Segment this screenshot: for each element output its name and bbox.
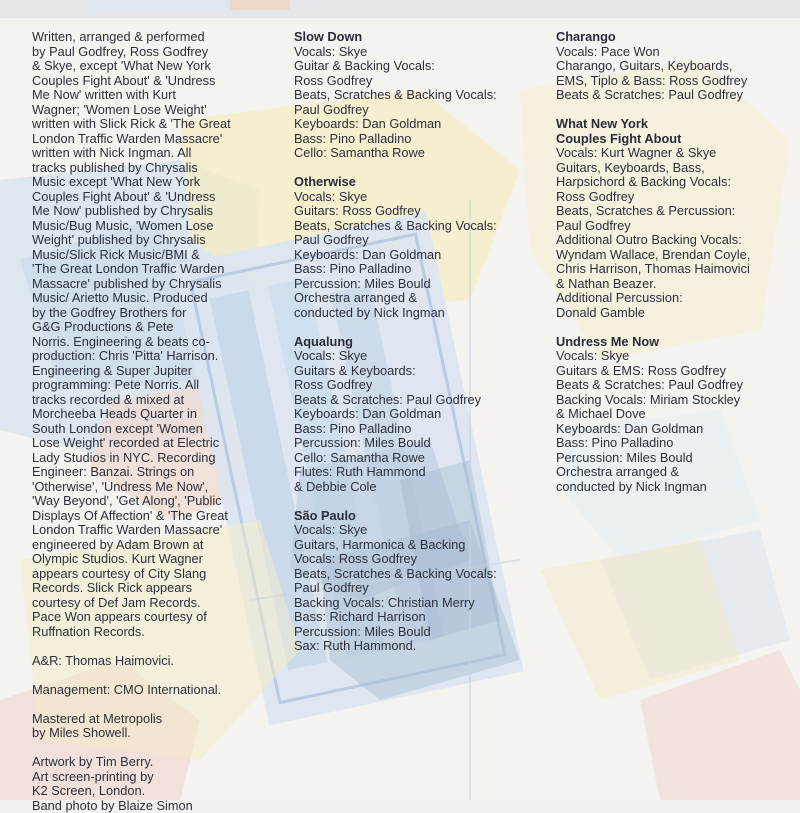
- credits-line: Massacre' published by Chrysalis: [32, 277, 272, 292]
- credits-line: Mastered at Metropolis: [32, 712, 272, 727]
- credit-line: Charango, Guitars, Keyboards,: [556, 59, 796, 74]
- track-credit-otherwise: [294, 175, 534, 320]
- credit-line: Vocals: Skye: [294, 349, 534, 364]
- track-credit-charango: [556, 30, 796, 103]
- credit-line: Cello: Samantha Rowe: [294, 451, 534, 466]
- credits-line: London Traffic Warden Massacre': [32, 523, 272, 538]
- track-credit-slow-down: [294, 30, 534, 161]
- credits-line: Music/Bug Music, 'Women Lose: [32, 219, 272, 234]
- credit-line: Sax: Ruth Hammond.: [294, 639, 534, 654]
- track-credits-column-3: [556, 30, 796, 509]
- credits-line: by Miles Showell.: [32, 726, 272, 741]
- credit-line: Ross Godfrey: [294, 378, 534, 393]
- credit-line: Bass: Pino Palladino: [556, 436, 796, 451]
- credit-line: Vocals: Skye: [294, 190, 534, 205]
- credits-line: Morcheeba Heads Quarter in: [32, 407, 272, 422]
- credits-line: Written, arranged & performed: [32, 30, 272, 45]
- credit-line: Ross Godfrey: [294, 74, 534, 89]
- credit-line: Donald Gamble: [556, 306, 796, 321]
- mastering-credit: [32, 712, 272, 741]
- credit-line: Orchestra arranged &: [556, 465, 796, 480]
- credits-line: 'Otherwise', 'Undress Me Now',: [32, 480, 272, 495]
- credit-line: Percussion: Miles Bould: [294, 277, 534, 292]
- track-credit-aqualung: [294, 335, 534, 495]
- credits-intro-paragraph: [32, 30, 272, 639]
- credits-line: Me Now' written with Kurt: [32, 88, 272, 103]
- credits-line: programming: Pete Norris. All: [32, 378, 272, 393]
- credit-line: Keyboards: Dan Goldman: [556, 422, 796, 437]
- credit-line: Harpsichord & Backing Vocals:: [556, 175, 796, 190]
- credits-line: Norris. Engineering & beats co-: [32, 335, 272, 350]
- track-title-continued: Couples Fight About: [556, 132, 796, 147]
- credits-line: Lady Studios in NYC. Recording: [32, 451, 272, 466]
- credit-line: Backing Vocals: Christian Merry: [294, 596, 534, 611]
- credit-line: Bass: Richard Harrison: [294, 610, 534, 625]
- track-title: São Paulo: [294, 509, 534, 524]
- credit-line: & Michael Dove: [556, 407, 796, 422]
- credits-line: London Traffic Warden Massacre': [32, 132, 272, 147]
- credit-line: & Debbie Cole: [294, 480, 534, 495]
- credit-line: Additional Outro Backing Vocals:: [556, 233, 796, 248]
- credit-line: Bass: Pino Palladino: [294, 262, 534, 277]
- credits-line: Weight' published by Chrysalis: [32, 233, 272, 248]
- track-credit-sao-paulo: [294, 509, 534, 654]
- credit-line: Vocals: Skye: [294, 523, 534, 538]
- credits-line: production: Chris 'Pitta' Harrison.: [32, 349, 272, 364]
- credit-line: Vocals: Pace Won: [556, 45, 796, 60]
- track-title: What New York: [556, 117, 796, 132]
- credits-line: Couples Fight About' & 'Undress: [32, 74, 272, 89]
- credits-line: engineered by Adam Brown at: [32, 538, 272, 553]
- credit-line: Beats, Scratches & Backing Vocals:: [294, 219, 534, 234]
- credit-line: Beats, Scratches & Backing Vocals:: [294, 567, 534, 582]
- credit-line: Beats, Scratches & Percussion:: [556, 204, 796, 219]
- credits-line: Couples Fight About' & 'Undress: [32, 190, 272, 205]
- credits-line: Me Now' published by Chrysalis: [32, 204, 272, 219]
- credits-line: appears courtesy of City Slang: [32, 567, 272, 582]
- credit-line: Paul Godfrey: [294, 103, 534, 118]
- credits-line: Band photo by Blaize Simon: [32, 799, 272, 813]
- credit-line: Percussion: Miles Bould: [294, 625, 534, 640]
- credit-line: Wyndam Wallace, Brendan Coyle,: [556, 248, 796, 263]
- credit-line: Vocals: Skye: [294, 45, 534, 60]
- credits-line: Ruffnation Records.: [32, 625, 272, 640]
- credits-line: written with Slick Rick & 'The Great: [32, 117, 272, 132]
- credits-line: South London except 'Women: [32, 422, 272, 437]
- credit-line: Vocals: Skye: [556, 349, 796, 364]
- credit-line: Beats & Scratches: Paul Godfrey: [556, 88, 796, 103]
- credit-line: Vocals: Kurt Wagner & Skye: [556, 146, 796, 161]
- track-credit-undress-me-now: [556, 335, 796, 495]
- credit-line: Keyboards: Dan Goldman: [294, 407, 534, 422]
- credits-line: Music/Slick Rick Music/BMI &: [32, 248, 272, 263]
- credit-line: Guitars: Ross Godfrey: [294, 204, 534, 219]
- credits-line: Engineer: Banzai. Strings on: [32, 465, 272, 480]
- credits-line: by the Godfrey Brothers for: [32, 306, 272, 321]
- credit-line: Keyboards: Dan Goldman: [294, 248, 534, 263]
- credit-line: Guitars & EMS: Ross Godfrey: [556, 364, 796, 379]
- credit-line: Cello: Samantha Rowe: [294, 146, 534, 161]
- credits-line: Art screen-printing by: [32, 770, 272, 785]
- credit-line: Flutes: Ruth Hammond: [294, 465, 534, 480]
- credit-line: Guitars & Keyboards:: [294, 364, 534, 379]
- credits-line: & Skye, except 'What New York: [32, 59, 272, 74]
- credit-line: Paul Godfrey: [294, 581, 534, 596]
- track-title: Slow Down: [294, 30, 534, 45]
- credit-line: Bass: Pino Palladino: [294, 422, 534, 437]
- credit-line: Guitar & Backing Vocals:: [294, 59, 534, 74]
- credit-line: Keyboards: Dan Goldman: [294, 117, 534, 132]
- credits-line: Lose Weight' recorded at Electric: [32, 436, 272, 451]
- track-title: Undress Me Now: [556, 335, 796, 350]
- credit-line: Backing Vocals: Miriam Stockley: [556, 393, 796, 408]
- artwork-credit: [32, 755, 272, 813]
- management-credit: Management: CMO International.: [32, 683, 272, 698]
- credits-line: courtesy of Def Jam Records.: [32, 596, 272, 611]
- credit-line: & Nathan Beazer.: [556, 277, 796, 292]
- credit-line: EMS, Tiplo & Bass: Ross Godfrey: [556, 74, 796, 89]
- track-title: Otherwise: [294, 175, 534, 190]
- general-credits-column: [32, 30, 272, 813]
- credit-line: Guitars, Harmonica & Backing: [294, 538, 534, 553]
- credits-line: 'The Great London Traffic Warden: [32, 262, 272, 277]
- credit-line: Beats, Scratches & Backing Vocals:: [294, 88, 534, 103]
- credit-line: Chris Harrison, Thomas Haimovici: [556, 262, 796, 277]
- credits-line: 'Way Beyond', 'Get Along', 'Public: [32, 494, 272, 509]
- track-title: Aqualung: [294, 335, 534, 350]
- credits-line: Displays Of Affection' & 'The Great: [32, 509, 272, 524]
- credits-line: G&G Productions & Pete: [32, 320, 272, 335]
- credits-line: Engineering & Super Jupiter: [32, 364, 272, 379]
- credit-line: conducted by Nick Ingman: [556, 480, 796, 495]
- credits-line: by Paul Godfrey, Ross Godfrey: [32, 45, 272, 60]
- credits-line: Music/ Arietto Music. Produced: [32, 291, 272, 306]
- credit-line: Vocals: Ross Godfrey: [294, 552, 534, 567]
- track-title: Charango: [556, 30, 796, 45]
- credits-line: Artwork by Tim Berry.: [32, 755, 272, 770]
- credit-line: Additional Percussion:: [556, 291, 796, 306]
- credit-line: Beats & Scratches: Paul Godfrey: [294, 393, 534, 408]
- credit-line: Paul Godfrey: [294, 233, 534, 248]
- credit-line: Percussion: Miles Bould: [556, 451, 796, 466]
- credit-line: Guitars, Keyboards, Bass,: [556, 161, 796, 176]
- credit-line: Bass: Pino Palladino: [294, 132, 534, 147]
- credits-line: K2 Screen, London.: [32, 784, 272, 799]
- credits-line: Olympic Studios. Kurt Wagner: [32, 552, 272, 567]
- credits-line: written with Nick Ingman. All: [32, 146, 272, 161]
- credits-line: tracks recorded & mixed at: [32, 393, 272, 408]
- credit-line: Paul Godfrey: [556, 219, 796, 234]
- ar-credit: A&R: Thomas Haimovici.: [32, 654, 272, 669]
- credit-line: Orchestra arranged &: [294, 291, 534, 306]
- credit-line: Ross Godfrey: [556, 190, 796, 205]
- credits-line: Pace Won appears courtesy of: [32, 610, 272, 625]
- credits-line: tracks published by Chrysalis: [32, 161, 272, 176]
- credits-line: Records. Slick Rick appears: [32, 581, 272, 596]
- track-credit-what-new-york-couples-fight-about: [556, 117, 796, 320]
- credit-line: Beats & Scratches: Paul Godfrey: [556, 378, 796, 393]
- credit-line: conducted by Nick Ingman: [294, 306, 534, 321]
- credits-line: Wagner; 'Women Lose Weight': [32, 103, 272, 118]
- credit-line: Percussion: Miles Bould: [294, 436, 534, 451]
- track-credits-column-2: [294, 30, 534, 668]
- credits-line: Music except 'What New York: [32, 175, 272, 190]
